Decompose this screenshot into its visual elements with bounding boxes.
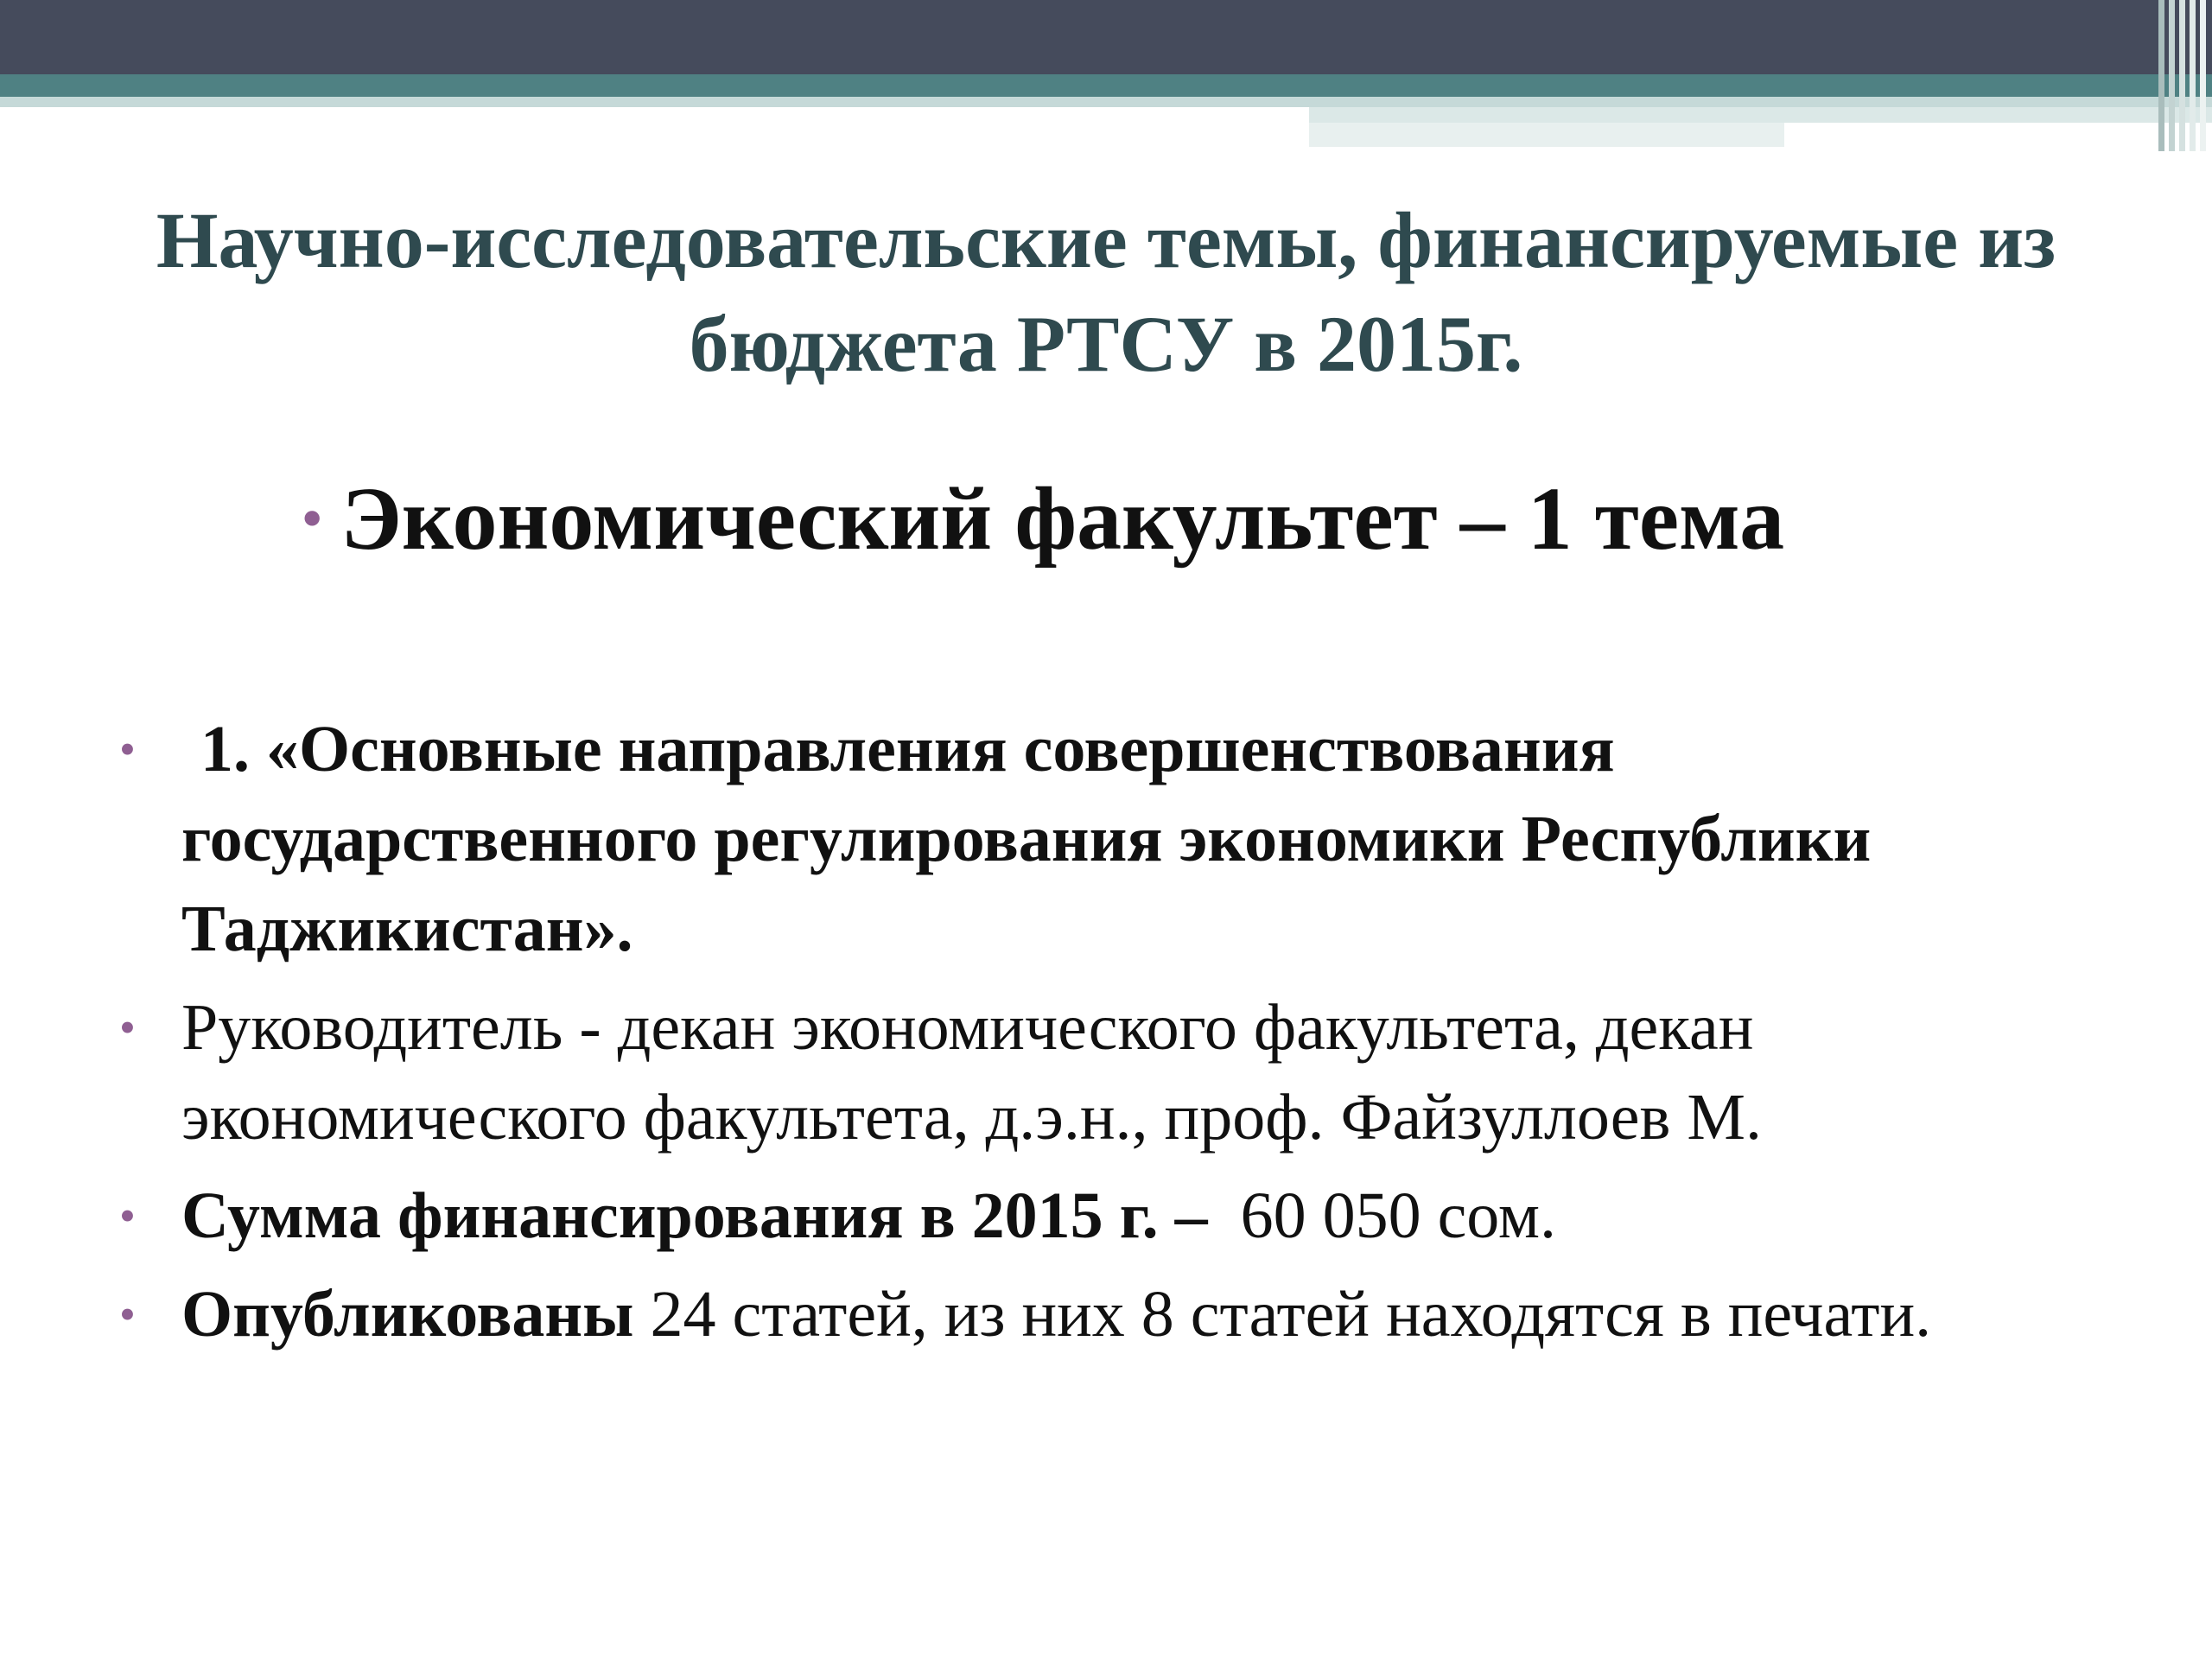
decorative-stripe <box>2200 0 2206 151</box>
bullet-icon: • <box>119 1288 136 1340</box>
decorative-stripe <box>2169 0 2175 151</box>
list-item-topic <box>0 704 2212 974</box>
list-item-supervisor <box>0 982 2212 1162</box>
funding-label: Сумма финансирования в 2015 г. – <box>181 1179 1208 1252</box>
content-list <box>0 704 2212 1368</box>
publications-text: 24 статей, из них 8 статей находятся в печати. <box>633 1278 1932 1351</box>
slide-title: Научно-исследовательские темы, финансируемые из бюджета РТСУ в 2015г. <box>156 196 2056 388</box>
header-bar-step <box>1309 107 2212 123</box>
list-item-funding <box>0 1171 2212 1261</box>
decorative-stripe <box>2179 0 2185 151</box>
faculty-heading-text: Экономический факультет – 1 тема <box>340 469 1785 569</box>
faculty-heading <box>302 458 2031 580</box>
list-item-publications <box>0 1269 2212 1359</box>
header-bar-dark <box>0 0 2212 74</box>
publications-label: Опубликованы <box>181 1278 634 1351</box>
decorative-stripe <box>2190 0 2196 151</box>
bullet-icon: • <box>119 1001 136 1053</box>
header-bar-teal <box>0 74 2212 97</box>
bullet-icon: • <box>302 487 322 549</box>
header-bar-light <box>0 97 2212 107</box>
decorative-stripe <box>2158 0 2164 151</box>
funding-amount: 60 050 сом. <box>1207 1179 1556 1252</box>
bullet-icon: • <box>119 1190 136 1242</box>
supervisor-text: Руководитель - декан экономического факультета, декан экономического факультета, д.э.н., проф. Файзуллоев М. <box>181 991 1762 1154</box>
topic-title: 1. «Основные направления совершенствования государственного регулирования экономики Республики Таджикистан». <box>181 713 1872 965</box>
header-bar-step-2 <box>1309 123 1784 147</box>
bullet-icon: • <box>119 723 136 775</box>
